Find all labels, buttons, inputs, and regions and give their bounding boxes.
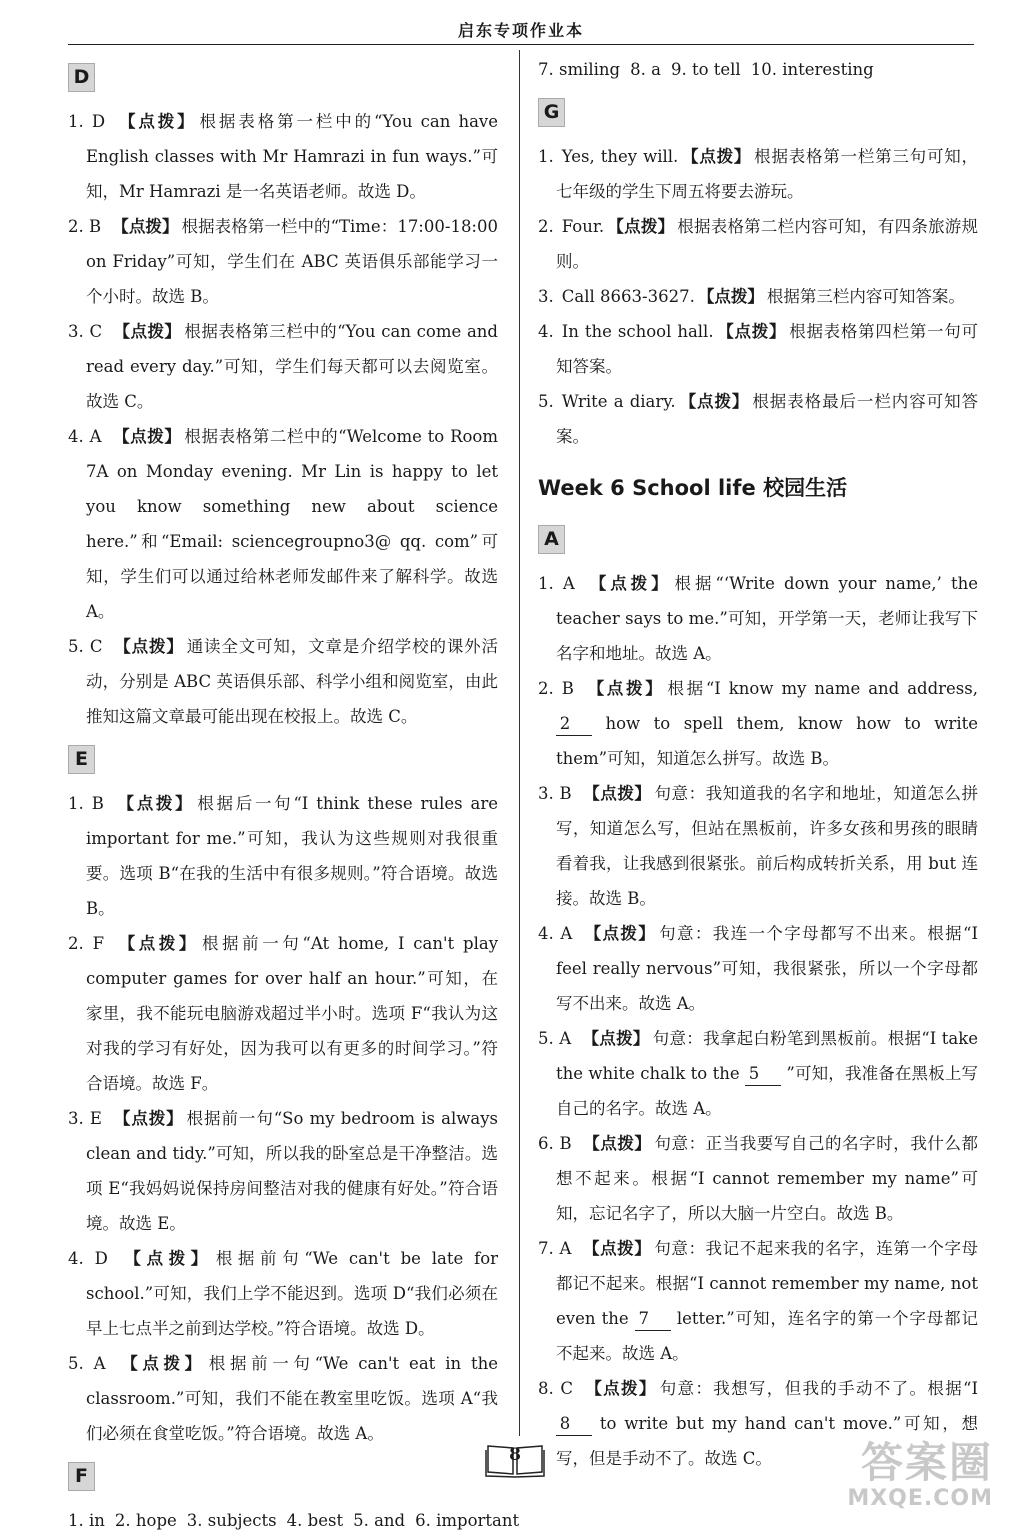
answer-number: 5. C [68,637,103,656]
answer-item [538,776,978,916]
section-f-answers [68,1503,520,1538]
blank-number: 2 [556,713,592,736]
hint-tag: 【点拨】 [582,1134,652,1153]
answer-number: 5. [538,392,554,411]
answer-item [68,629,498,734]
hint-tag: 【点拨】 [116,1354,206,1373]
hint-tag: 【点拨】 [582,784,652,803]
answer-number: 5. A [68,1354,106,1373]
answer-item [538,279,978,314]
answer-item [68,419,498,629]
fill-answer: 3. subjects [186,1511,277,1530]
section-f-answers-continued [538,52,978,87]
explanation-text: 根据表格最后一栏内容可知答案。 [556,392,979,446]
explanation-text: 句意：我连一个字母都写不出来。根据“I feel really nervous”可知，我很紧张，所以一个字母都写不出来。故选 A。 [556,924,979,1013]
explanation-text: 根据前一句“At home, I can't play computer games for over half an hour.”可知，在家里，我不能玩电脑游戏超过半小时。选项 F“我认为这对我的学习有好处，因为我可以有更多的时间学习。”符合语境。故选 F。 [86,934,499,1093]
page-footer [480,1440,550,1480]
hint-tag: 【点拨】 [678,392,750,411]
answer-number: 4. [538,322,554,341]
answer-number: 2. B [68,217,102,236]
answer-number: 4. A [68,427,102,446]
answer-text: Four. [561,217,605,236]
hint-tag: 【点拨】 [115,934,199,953]
explanation-text: 根据后一句“I think these rules are important for me.”可知，我认为这些规则对我很重要。选项 B“在我的生活中有很多规则。”符合语境。故选 B。 [86,794,499,918]
answer-number: 6. B [538,1134,572,1153]
hint-tag: 【点拨】 [116,112,197,131]
answer-number: 2. [538,217,554,236]
answer-item [68,1101,498,1241]
answer-item [68,786,498,926]
answer-number: 4. A [538,924,573,943]
answer-number: 3. C [68,322,103,341]
explanation-text: 句意：正当我要写自己的名字时，我什么都想不起来。根据“I cannot remember my name”可知，忘记名字了，所以大脑一片空白。故选 B。 [556,1134,979,1223]
header-rule [68,44,974,45]
answer-number: 3. B [538,784,572,803]
section-badge-a: A [538,525,565,554]
answer-item [68,1346,498,1451]
hint-tag: 【点拨】 [585,574,672,593]
answer-item [68,1241,498,1346]
week-title: Week 6 School life 校园生活 [538,476,848,500]
hint-tag: 【点拨】 [716,322,787,341]
fill-answer: 6. important [415,1511,520,1530]
explanation-text: 根据前一句“We can't eat in the classroom.”可知，我们不能在教室里吃饭。选项 A“我们必须在食堂吃饭。”符合语境。故选 A。 [86,1354,499,1443]
explanation-text: 句意：我记不起来我的名字，连第一个字母都记不起来。根据“I cannot remember my name, not even the [556,1239,979,1328]
section-badge-e: E [68,745,95,774]
left-column [68,52,520,1538]
watermark-logo: 答案圈 MXQE.COM [847,1438,993,1511]
explanation-text: 根据表格第四栏第一句可知答案。 [556,322,978,376]
explanation-text: 通读全文可知，文章是介绍学校的课外活动，分别是 ABC 英语俱乐部、科学小组和阅览室，由此推知这篇文章最可能出现在校报上。故选 C。 [86,637,499,726]
answer-number: 5. A [538,1029,572,1048]
fill-answer: 1. in [68,1511,105,1530]
column-divider [519,50,520,1436]
explanation-text: 根据表格第一栏中的“You can have English classes with Mr Hamrazi in fun ways.”可知，Mr Hamrazi 是一名英语老师。故选 D。 [86,112,499,201]
answer-item [538,139,978,209]
fill-answer: 7. smiling [538,60,621,79]
answer-item [68,209,498,314]
answer-text: In the school hall. [561,322,714,341]
answer-number: 1. B [68,794,104,813]
explanation-text: 根据前句“We can't be late for school.”可知，我们上学不能迟到。选项 D“我们必须在早上七点半之前到达学校。”符合语境。故选 D。 [86,1249,499,1338]
answer-number: 7. A [538,1239,572,1258]
explanation-text: 根据前一句“So my bedroom is always clean and tidy.”可知，所以我的卧室总是干净整洁。选项 E“我妈妈说保持房间整洁对我的健康有好处。”符合语境。故选 E。 [86,1109,498,1233]
answer-item [538,1231,978,1371]
hint-tag: 【点拨】 [112,427,182,446]
answer-item [538,671,978,776]
explanation-text: 根据“‘Write down your name,’ the teacher says to me.”可知，开学第一天，老师让我写下名字和地址。故选 A。 [556,574,978,663]
answer-item [538,1126,978,1231]
hint-tag: 【点拨】 [583,924,657,943]
explanation-text: 句意：我拿起白粉笔到黑板前。根据“I take the white chalk to the [556,1029,979,1083]
explanation-text: 句意：我知道我的名字和地址，知道怎么拼写，知道怎么写，但站在黑板前，许多女孩和男孩的眼睛看着我，让我感到很紧张。前后构成转折关系，用 but 连接。故选 B。 [556,784,979,908]
answer-number: 3. [538,287,554,306]
hint-tag: 【点拨】 [113,322,182,341]
hint-tag: 【点拨】 [582,1239,652,1258]
answer-number: 4. D [68,1249,108,1268]
hint-tag: 【点拨】 [112,1109,184,1128]
hint-tag: 【点拨】 [584,679,665,698]
explanation-text: letter.”可知，连名字的第一个字母都记不起来。故选 A。 [556,1309,978,1363]
answer-number: 2. F [68,934,105,953]
explanation-text: 根据表格第一栏第三句可知，七年级的学生下周五将要去游玩。 [556,147,979,201]
section-d-items [68,104,498,734]
page-header: 启东专项作业本 [457,21,584,40]
section-badge-f: F [68,1462,95,1491]
explanation-text: 根据表格第二栏内容可知，有四条旅游规则。 [556,217,978,271]
explanation-text: to write but my hand can't move.”可知，想写，但是手动不了。故选 C。 [556,1414,979,1468]
answer-number: 3. E [68,1109,102,1128]
hint-tag: 【点拨】 [118,1249,213,1268]
explanation-text: 句意：我想写，但我的手动不了。根据“I [659,1379,979,1398]
hint-tag: 【点拨】 [583,1379,657,1398]
answer-number: 2. B [538,679,574,698]
fill-answer: 2. hope [114,1511,177,1530]
hint-tag: 【点拨】 [697,287,764,306]
answer-text: Call 8663-3627. [561,287,695,306]
fill-answer: 5. and [353,1511,406,1530]
answer-item [68,104,498,209]
section-badge-d: D [68,63,95,92]
answer-item [538,1021,978,1126]
hint-tag: 【点拨】 [114,794,195,813]
explanation-text: 根据表格第二栏中的“Welcome to Room 7A on Monday evening. Mr Lin is happy to let you know something new about science here.”和“Email: sciencegroupno3@ qq. com”可知，学生们可以通过给林老师发邮件来了解科学。故选 A。 [86,427,499,621]
fill-answer: 8. a [630,60,661,79]
answer-number: 8. C [538,1379,573,1398]
open-book-icon [484,1442,546,1478]
explanation-text: 根据表格第三栏中的“You can come and read every day.”可知，学生们每天都可以去阅览室。故选 C。 [86,322,498,411]
fill-answer: 9. to tell [670,60,741,79]
answer-number: 1. A [538,574,575,593]
section-badge-g: G [538,98,565,127]
blank-number: 8 [556,1413,592,1436]
answer-number: 1. D [68,112,106,131]
blank-number: 7 [635,1308,671,1331]
hint-tag: 【点拨】 [112,217,179,236]
explanation-text: 根据表格第一栏中的“Time：17:00-18:00 on Friday”可知，学生们在 ABC 英语俱乐部能学习一个小时。故选 B。 [86,217,498,306]
section-e-items [68,786,498,1451]
answer-item [538,566,978,671]
hint-tag: 【点拨】 [607,217,675,236]
fill-answer: 10. interesting [750,60,874,79]
blank-number: 5 [745,1063,781,1086]
right-column [538,52,978,1476]
explanation-text: ”可知，我准备在黑板上写自己的名字。故选 A。 [556,1064,978,1118]
answer-item [68,926,498,1101]
section-g-items [538,139,978,454]
answer-item [538,384,978,454]
answer-text: Write a diary. [561,392,676,411]
hint-tag: 【点拨】 [681,147,752,166]
explanation-text: 根据第三栏内容可知答案。 [766,287,965,306]
answer-item [538,209,978,279]
explanation-text: how to spell them, know how to write them”可知，知道怎么拼写。故选 B。 [556,714,978,768]
fill-answer: 4. best [286,1511,344,1530]
page-number: 8 [509,1445,521,1465]
section-a-items [538,566,978,1476]
hint-tag: 【点拨】 [113,637,184,656]
answer-item [538,916,978,1021]
answer-text: Yes, they will. [561,147,679,166]
answer-item [538,314,978,384]
hint-tag: 【点拨】 [582,1029,650,1048]
answer-number: 1. [538,147,554,166]
explanation-text: 根据“I know my name and address, [667,679,978,698]
answer-item [68,314,498,419]
